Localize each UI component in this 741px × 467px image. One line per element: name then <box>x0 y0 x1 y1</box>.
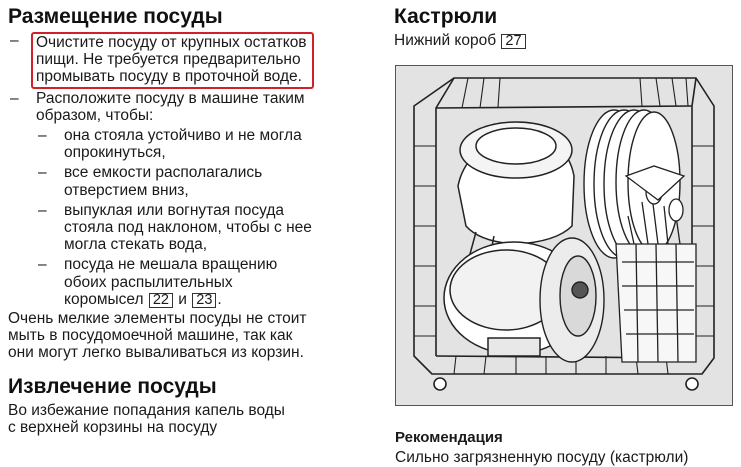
section-heading-pots: Кастрюли <box>394 5 498 28</box>
reference-number: 22 <box>149 293 173 308</box>
dash-marker: – <box>10 32 19 49</box>
dash-marker: – <box>10 89 19 107</box>
text-line: посуда не мешала вращению <box>64 256 278 274</box>
highlight-box <box>31 32 314 89</box>
text-line: все емкости располагались <box>64 164 263 182</box>
dash-marker: – <box>38 201 47 219</box>
reference-number: 27 <box>501 34 525 49</box>
sub-item-openings <box>36 164 364 198</box>
left-column <box>8 4 364 436</box>
text-line: с верхней корзины на посуду <box>8 418 218 436</box>
dash-marker: – <box>38 127 47 145</box>
basket-subtitle <box>394 32 739 49</box>
dash-marker: – <box>38 164 47 182</box>
dash-marker: – <box>38 256 47 274</box>
text-line: Очень мелкие элементы посуды не стоит <box>8 310 307 328</box>
section-heading-placement: Размещение посуды <box>8 5 223 28</box>
text-line: образом, чтобы: <box>36 106 154 124</box>
text-line: мыть в посудомоечной машине, так как <box>8 327 293 345</box>
text-line: пищи. Не требуется предварительно <box>36 51 301 69</box>
subtitle-text: Нижний короб <box>394 32 497 49</box>
text-line: выпуклая или вогнутая посуда <box>64 201 285 219</box>
text-line: могла стекать вода, <box>64 236 208 254</box>
text-word: и <box>178 290 187 308</box>
text-line: стояла под наклоном, чтобы с нее <box>64 219 312 237</box>
right-column <box>394 4 739 49</box>
section-heading-unloading: Извлечение посуды <box>8 374 217 398</box>
sub-item-tilt <box>36 202 364 254</box>
sub-item-stable <box>36 127 364 161</box>
recommendation-text: Сильно загрязненную посуду (кастрюли) <box>395 449 689 466</box>
text-punct: . <box>217 290 222 308</box>
text-line: Расположите посуду в машине таким <box>36 89 305 107</box>
text-line: обоих распылительных <box>64 273 233 291</box>
text-line: промывать посуду в проточной воде. <box>36 68 302 86</box>
basket-drawing <box>396 66 732 405</box>
reference-number: 23 <box>192 293 216 308</box>
text-line: она стояла устойчиво и не могла <box>64 127 302 145</box>
list-item-clean <box>8 32 364 89</box>
list-item-arrange <box>8 90 364 124</box>
text-line: они могут легко вываливаться из корзин. <box>8 344 304 362</box>
sub-item-spray-arms <box>36 256 364 308</box>
paragraph-small-items <box>8 310 364 362</box>
paragraph-unloading <box>8 402 364 436</box>
text-line: опрокинуться, <box>64 144 166 162</box>
text-line: Очистите посуду от крупных остатков <box>36 34 307 51</box>
text-line: отверстием вниз, <box>64 181 189 199</box>
recommendation-heading: Рекомендация <box>395 429 503 446</box>
text-line: Во избежание попадания капель воды <box>8 401 285 419</box>
dishwasher-basket-illustration <box>395 65 733 406</box>
text-line: коромысел <box>64 290 144 308</box>
